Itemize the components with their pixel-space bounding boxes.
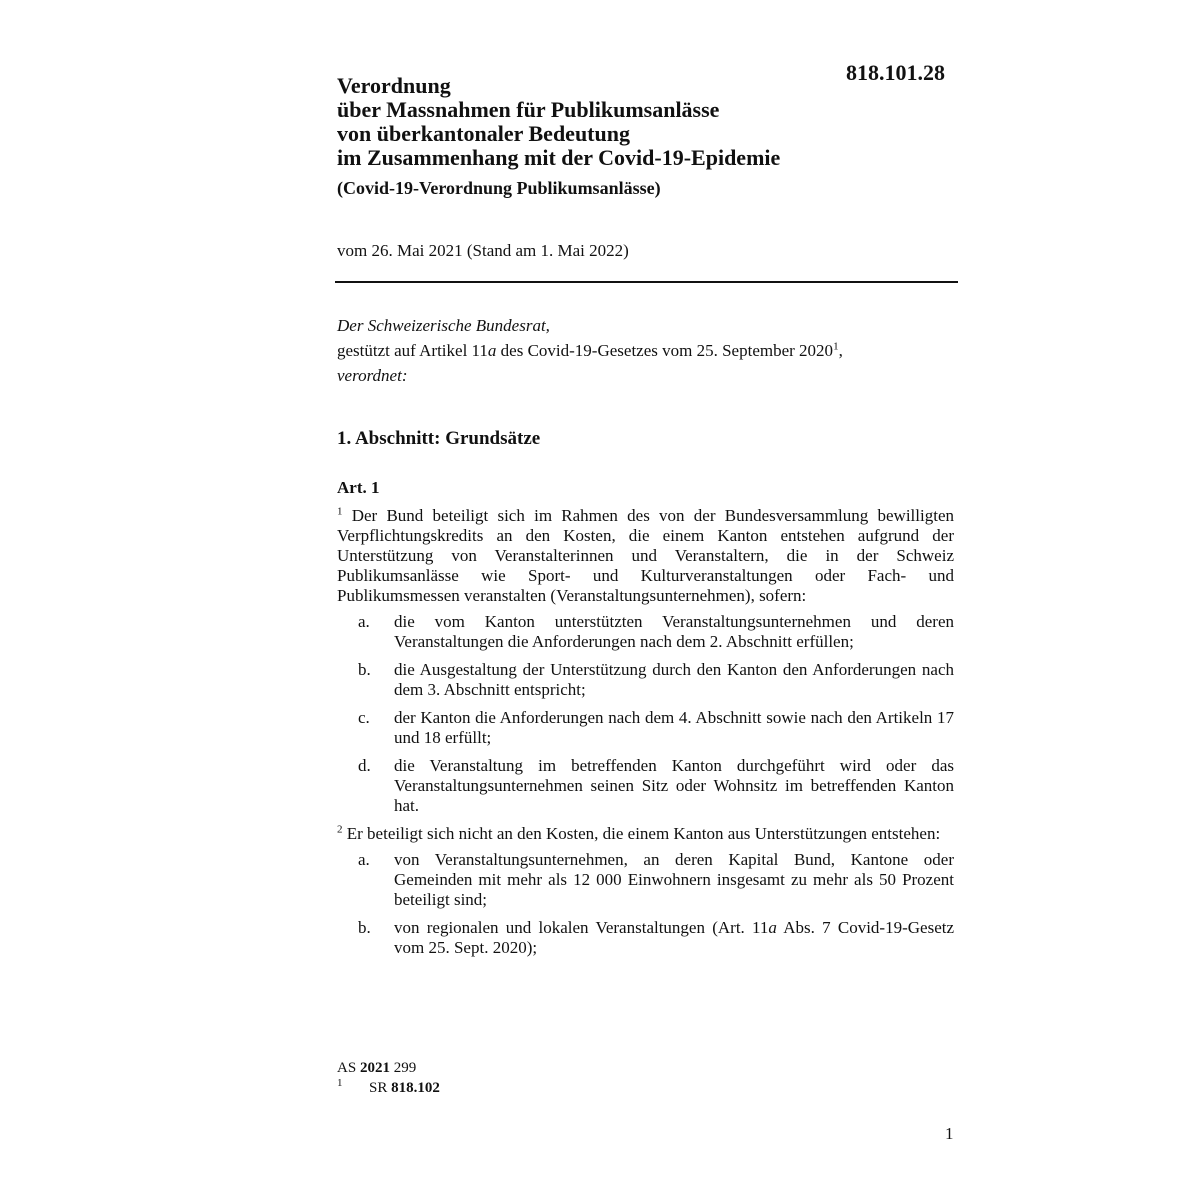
footnote-prefix: SR <box>369 1080 392 1096</box>
list-item <box>337 660 954 700</box>
list-item-label: a. <box>358 850 370 869</box>
preamble-decrees: verordnet: <box>337 366 408 385</box>
title-line: von überkantonaler Bedeutung <box>337 121 630 146</box>
list-item <box>337 612 954 652</box>
list-item-text: die Ausgestaltung der Unterstützung durch den Kanton den Anforderungen nach dem 3. Abschnitt entspricht; <box>394 660 954 699</box>
list-item-label: a. <box>358 612 370 631</box>
footnote-1: 1 SR 818.102 <box>337 1077 440 1096</box>
article-heading: Art. 1 <box>337 478 380 497</box>
paragraph-text: Der Bund beteiligt sich im Rahmen des von der Bundesversammlung bewilligten Verpflichtungskredits an den Kosten, die einem Kanton entstehen aufgrund der Unterstützung von Veranstalterinnen und Veranstaltern, die in der Schweiz Publikumsanlässe wie Sport- und Kulturveranstaltungen oder Fach- und Publikumsmessen veranstalten (Veranstaltungsunternehmen), sofern: <box>337 506 954 605</box>
date-line: vom 26. Mai 2021 (Stand am 1. Mai 2022) <box>337 241 629 260</box>
preamble <box>337 313 843 388</box>
footnote-sr: 818.102 <box>391 1080 440 1096</box>
list-item-text-after: Abs. 7 Covid-19-Gesetz vom 25. Sept. 2020); <box>394 918 955 957</box>
title-line: Verordnung <box>337 73 451 98</box>
paragraph-1-list <box>337 612 954 816</box>
as-page: 299 <box>389 1060 417 1076</box>
sr-number: 818.101.28 <box>846 60 945 85</box>
short-title: (Covid-19-Verordnung Publikumsanlässe) <box>337 178 661 198</box>
list-item <box>337 756 954 816</box>
list-item-text: die vom Kanton unterstützten Veranstaltungsunternehmen und deren Veranstaltungen die Anforderungen nach dem 2. Abschnitt erfüllen; <box>394 612 954 651</box>
list-item-text: die Veranstaltung im betreffenden Kanton durchgeführt wird oder das Veranstaltungsunternehmen seinen Sitz oder Wohnsitz im betreffenden Kanton hat. <box>394 756 954 815</box>
paragraph-2 <box>337 824 954 844</box>
list-item-text: der Kanton die Anforderungen nach dem 4. Abschnitt sowie nach den Artikeln 17 und 18 erfüllt; <box>394 708 954 747</box>
footnote-ref[interactable]: 1 <box>833 340 839 353</box>
list-item <box>337 708 954 748</box>
header-divider <box>335 281 958 283</box>
paragraph-number: 2 <box>337 823 343 836</box>
paragraph-text: Er beteiligt sich nicht an den Kosten, die einem Kanton aus Unterstützungen entstehen: <box>342 824 941 843</box>
list-item <box>337 918 954 958</box>
basis-after: des Covid-19-Gesetzes vom 25. September 2020 <box>496 341 834 360</box>
preamble-basis <box>337 338 843 363</box>
basis-italic: a <box>487 341 497 360</box>
article-body <box>337 506 954 966</box>
basis-end: , <box>838 341 843 360</box>
preamble-authority: Der Schweizerische Bundesrat, <box>337 316 550 335</box>
list-item-text-before: von regionalen und lokalen Veranstaltungen (Art. 11 <box>394 918 769 937</box>
as-reference <box>337 1058 440 1078</box>
list-item-label: c. <box>358 708 370 727</box>
title-line: über Massnahmen für Publikumsanlässe <box>337 97 720 122</box>
as-year: 2021 <box>359 1060 390 1076</box>
section-heading: 1. Abschnitt: Grundsätze <box>337 428 541 449</box>
list-item <box>337 850 954 910</box>
title-line: im Zusammenhang mit der Covid-19-Epidemie <box>337 145 781 170</box>
as-prefix: AS <box>337 1060 360 1076</box>
list-item-text: von Veranstaltungsunternehmen, an deren Kapital Bund, Kantone oder Gemeinden mit mehr als 12 000 Einwohnern insgesamt zu mehr als 50 Prozent beteiligt sind; <box>394 850 954 909</box>
list-item-label: b. <box>358 660 371 679</box>
paragraph-2-list <box>337 850 954 958</box>
list-item-label: d. <box>358 756 371 775</box>
page-number: 1 <box>945 1124 954 1143</box>
list-item-text-italic: a <box>768 918 777 937</box>
footnotes <box>337 1058 440 1098</box>
document-title <box>337 74 857 170</box>
list-item-label: b. <box>358 918 371 937</box>
basis-before: gestützt auf Artikel 11 <box>337 341 488 360</box>
paragraph-number: 1 <box>337 505 343 518</box>
paragraph-1 <box>337 506 954 606</box>
